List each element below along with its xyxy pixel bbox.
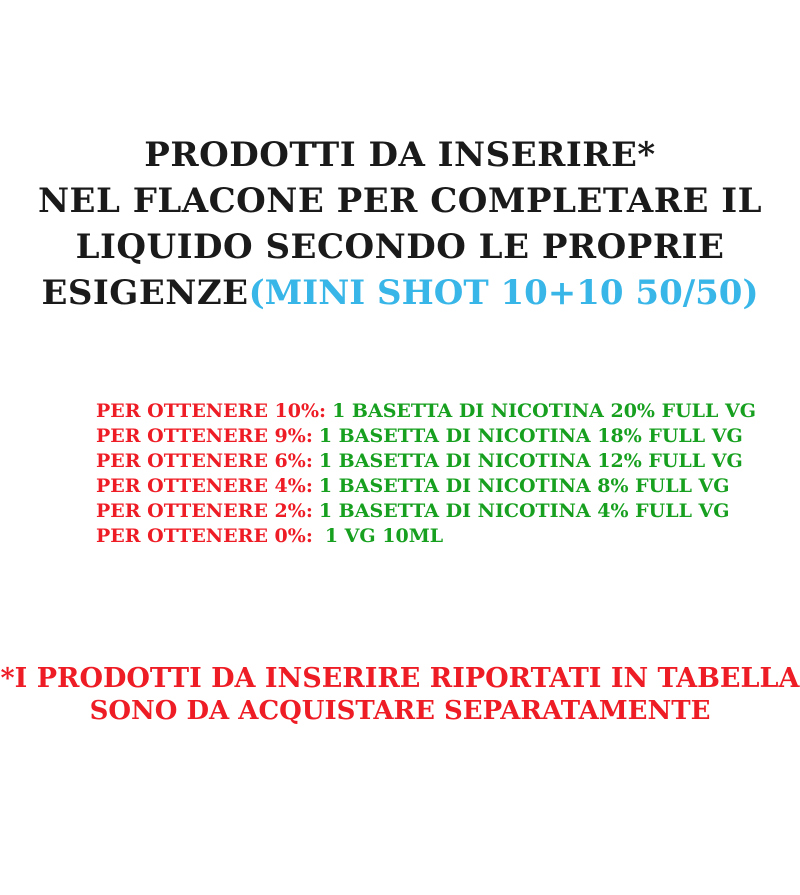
ratio-label: PER OTTENERE 9%:	[96, 425, 313, 447]
ratio-label: PER OTTENERE 6%:	[96, 450, 313, 472]
title-line-1: PRODOTTI DA INSERIRE*	[144, 135, 656, 175]
ratio-value: 1 BASETTA DI NICOTINA 12% FULL VG	[318, 450, 743, 472]
page-title	[0, 132, 800, 316]
title-line-3: LIQUIDO SECONDO LE PROPRIE	[75, 227, 725, 267]
ratio-label: PER OTTENERE 2%:	[96, 500, 313, 522]
ratio-value: 1 BASETTA DI NICOTINA 18% FULL VG	[318, 425, 743, 447]
ratio-value: 1 BASETTA DI NICOTINA 20% FULL VG	[332, 400, 756, 422]
footnote-line-2: SONO DA ACQUISTARE SEPARATAMENTE	[89, 696, 711, 726]
footnote	[0, 662, 800, 728]
table-row	[0, 500, 800, 525]
title-line-4	[0, 270, 800, 316]
table-row	[0, 400, 800, 425]
table-row	[0, 475, 800, 500]
title-line-4-prefix: ESIGENZE	[41, 273, 249, 313]
ratio-label: PER OTTENERE 0%:	[96, 525, 313, 547]
ratio-value: 1 BASETTA DI NICOTINA 4% FULL VG	[318, 500, 730, 522]
footnote-line-1: *I PRODOTTI DA INSERIRE RIPORTATI IN TABELLA	[0, 663, 800, 694]
mix-ratio-label: (MINI SHOT 10+10 50/50)	[248, 273, 759, 313]
table-row	[0, 525, 800, 550]
nicotine-ratio-table	[0, 400, 800, 550]
table-row	[0, 450, 800, 475]
ratio-label: PER OTTENERE 4%:	[96, 475, 313, 497]
table-row	[0, 425, 800, 450]
title-line-2: NEL FLACONE PER COMPLETARE IL	[37, 181, 763, 221]
ratio-value: 1 VG 10ML	[324, 525, 444, 547]
ratio-label: PER OTTENERE 10%:	[96, 400, 327, 422]
ratio-value: 1 BASETTA DI NICOTINA 8% FULL VG	[318, 475, 730, 497]
